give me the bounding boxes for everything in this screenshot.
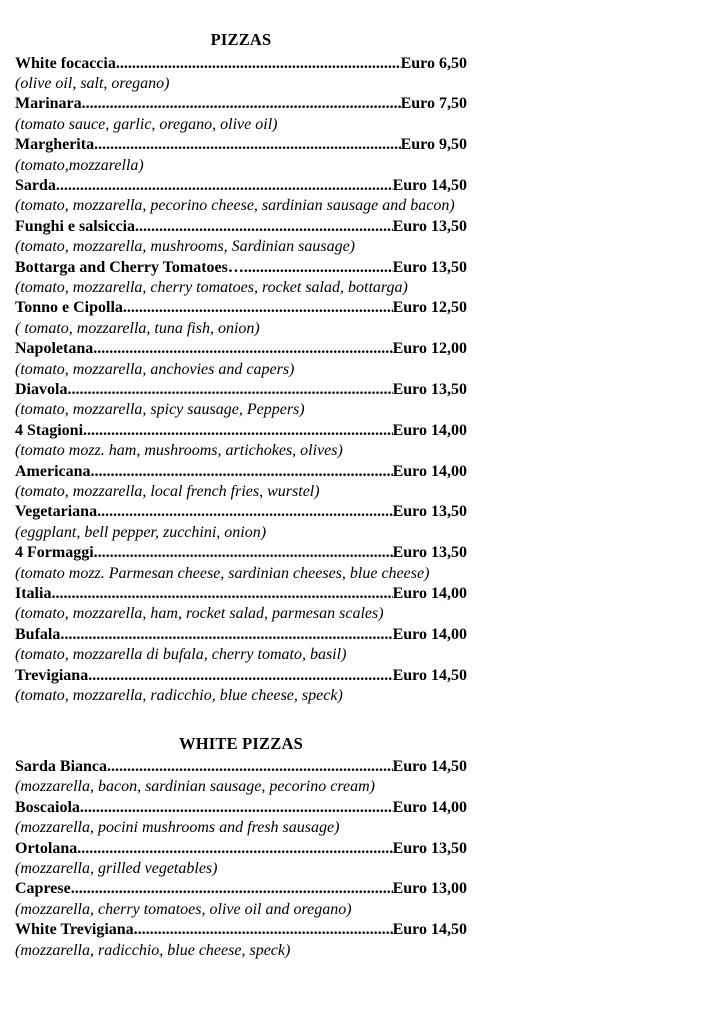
- menu-item-row: [15, 298, 467, 318]
- item-price: Euro 13,50: [392, 381, 467, 398]
- item-name: Diavola: [15, 381, 68, 398]
- menu-item-row: [15, 666, 467, 686]
- menu-item-row: [15, 339, 467, 359]
- menu-item: [15, 839, 467, 880]
- menu-item-row: [15, 584, 467, 604]
- item-name: Caprese: [15, 880, 71, 898]
- item-price: Euro 14,00: [392, 798, 467, 816]
- item-price: Euro 13,50: [392, 217, 467, 235]
- menu-item: [15, 258, 467, 299]
- item-description: (mozzarella, cherry tomatoes, olive oil and oregano): [15, 900, 352, 918]
- menu-item-row: [15, 798, 467, 818]
- item-description: (mozzarella, bacon, sardinian sausage, pecorino cream): [15, 778, 375, 796]
- item-description: (tomato,mozzarella): [15, 156, 144, 174]
- menu-item-row: [15, 462, 467, 482]
- item-description: (tomato, mozzarella, anchovies and capers): [15, 360, 295, 378]
- menu-item: [15, 757, 467, 798]
- item-name: Tonno e Cipolla: [15, 299, 123, 317]
- menu-item-row: [15, 54, 467, 74]
- item-description: (tomato, mozzarella, mushrooms, Sardinian sausage): [15, 238, 356, 256]
- item-price: Euro 14,50: [392, 176, 467, 194]
- item-price: Euro 12,00: [392, 340, 467, 358]
- menu-item-row: [15, 176, 467, 196]
- menu-item: [15, 421, 467, 462]
- dot-leader: [256, 258, 393, 278]
- item-description: (tomato, mozzarella, radicchio, blue cheese, speck): [15, 687, 343, 705]
- menu-item: [15, 879, 467, 920]
- item-description: (tomato, mozzarella di bufala, cherry tomato, basil): [15, 646, 347, 664]
- menu-item: [15, 176, 467, 217]
- item-name: Bottarga and Cherry Tomatoes…...: [15, 258, 256, 276]
- item-price: Euro 13,50: [392, 839, 467, 857]
- item-description: (olive oil, salt, oregano): [15, 74, 170, 92]
- menu-item-row: [15, 217, 467, 237]
- item-price: Euro 14,50: [392, 666, 467, 684]
- menu-section: [15, 734, 467, 962]
- item-description: (tomato mozz. ham, mushrooms, artichokes, olives): [15, 442, 343, 460]
- item-description: (eggplant, bell pepper, zucchini, onion): [15, 523, 267, 541]
- item-name: 4 Stagioni: [15, 421, 84, 439]
- section-title: PIZZAS: [210, 30, 272, 49]
- item-name: White Trevigiana: [15, 921, 134, 939]
- item-name: Napoletana: [15, 340, 94, 358]
- item-name: Sarda: [15, 176, 56, 194]
- menu-item: [15, 135, 467, 176]
- menu-item-row: [15, 421, 467, 441]
- dot-leader: [94, 543, 393, 563]
- menu-item: [15, 94, 467, 135]
- item-description: ( tomato, mozzarella, tuna fish, onion): [15, 319, 260, 337]
- menu-item: [15, 298, 467, 339]
- item-name: Bufala: [15, 625, 61, 643]
- menu-item-row: [15, 258, 467, 278]
- menu-item: [15, 625, 467, 666]
- menu-item: [15, 217, 467, 258]
- menu-item: [15, 666, 467, 707]
- item-price: Euro 13,50: [392, 258, 467, 276]
- item-name: 4 Formaggi: [15, 544, 94, 562]
- dot-leader: [91, 462, 393, 482]
- dot-leader: [107, 757, 393, 777]
- item-name: Boscaiola: [15, 798, 80, 816]
- item-description: (tomato, mozzarella, spicy sausage, Peppers): [15, 401, 305, 419]
- section-items: [15, 757, 467, 961]
- menu-item-row: [15, 543, 467, 563]
- dot-leader: [116, 54, 401, 74]
- dot-leader: [93, 339, 392, 359]
- item-price: Euro 14,50: [392, 758, 467, 775]
- item-description: (tomato, mozzarella, ham, rocket salad, parmesan scales): [15, 605, 384, 623]
- item-price: Euro 6,50: [400, 54, 467, 72]
- item-name: Funghi e salsiccia: [15, 217, 136, 235]
- item-name: Sarda Bianca: [15, 758, 108, 775]
- dot-leader: [94, 135, 401, 155]
- item-name: White focaccia: [15, 54, 116, 72]
- item-name: Marinara: [15, 95, 82, 113]
- item-price: Euro 14,00: [392, 421, 467, 439]
- menu-item-row: [15, 94, 467, 114]
- item-price: Euro 13,00: [392, 880, 467, 898]
- menu-section: [15, 30, 467, 707]
- dot-leader: [134, 920, 393, 940]
- section-title: WHITE PIZZAS: [179, 733, 303, 753]
- dot-leader: [67, 380, 392, 400]
- item-name: Vegetariana: [15, 503, 98, 521]
- item-name: Americana: [15, 462, 91, 480]
- dot-leader: [83, 421, 393, 441]
- menu-item: [15, 543, 467, 584]
- item-price: Euro 12,50: [392, 299, 467, 317]
- dot-leader: [60, 625, 392, 645]
- menu-item: [15, 798, 467, 839]
- dot-leader: [88, 666, 392, 686]
- menu-item-row: [15, 502, 467, 522]
- menu-item-row: [15, 757, 467, 777]
- item-name: Italia: [15, 585, 52, 603]
- item-price: Euro 13,50: [392, 544, 467, 562]
- item-price: Euro 14,00: [392, 462, 467, 480]
- menu-item-row: [15, 625, 467, 645]
- item-price: Euro 7,50: [400, 95, 467, 113]
- menu-item: [15, 339, 467, 380]
- item-price: Euro 14,00: [392, 585, 467, 603]
- menu-item-row: [15, 920, 467, 940]
- menu-item-row: [15, 380, 467, 400]
- dot-leader: [71, 879, 393, 899]
- item-description: (tomato mozz. Parmesan cheese, sardinian cheeses, blue cheese): [15, 564, 430, 582]
- dot-leader: [51, 584, 392, 604]
- menu-item: [15, 380, 467, 421]
- menu-item-row: [15, 839, 467, 859]
- item-price: Euro 9,50: [400, 136, 467, 154]
- menu-item: [15, 54, 467, 95]
- menu-item-row: [15, 135, 467, 155]
- item-name: Trevigiana: [15, 666, 89, 684]
- item-price: Euro 14,50: [392, 921, 467, 939]
- menu-item: [15, 584, 467, 625]
- section-items: [15, 54, 467, 707]
- menu-item: [15, 502, 467, 543]
- item-name: Ortolana: [15, 839, 78, 857]
- menu-item: [15, 920, 467, 961]
- item-description: (tomato, mozzarella, cherry tomatoes, rocket salad, bottarga): [15, 278, 408, 296]
- menu-item-row: [15, 879, 467, 899]
- dot-leader: [77, 839, 392, 859]
- menu-item: [15, 462, 467, 503]
- dot-leader: [97, 502, 393, 522]
- item-price: Euro 13,50: [392, 503, 467, 521]
- item-description: (tomato sauce, garlic, oregano, olive oil): [15, 115, 278, 133]
- dot-leader: [82, 94, 401, 114]
- item-description: (mozzarella, radicchio, blue cheese, speck): [15, 941, 291, 959]
- dot-leader: [123, 298, 393, 318]
- dot-leader: [135, 217, 393, 237]
- item-name: Margherita: [15, 136, 95, 154]
- dot-leader: [80, 798, 393, 818]
- item-description: (mozzarella, grilled vegetables): [15, 860, 218, 878]
- item-description: (tomato, mozzarella, pecorino cheese, sardinian sausage and bacon): [15, 197, 455, 215]
- dot-leader: [56, 176, 393, 196]
- item-description: (mozzarella, pocini mushrooms and fresh sausage): [15, 819, 340, 837]
- item-description: (tomato, mozzarella, local french fries, wurstel): [15, 483, 320, 501]
- item-price: Euro 14,00: [392, 625, 467, 643]
